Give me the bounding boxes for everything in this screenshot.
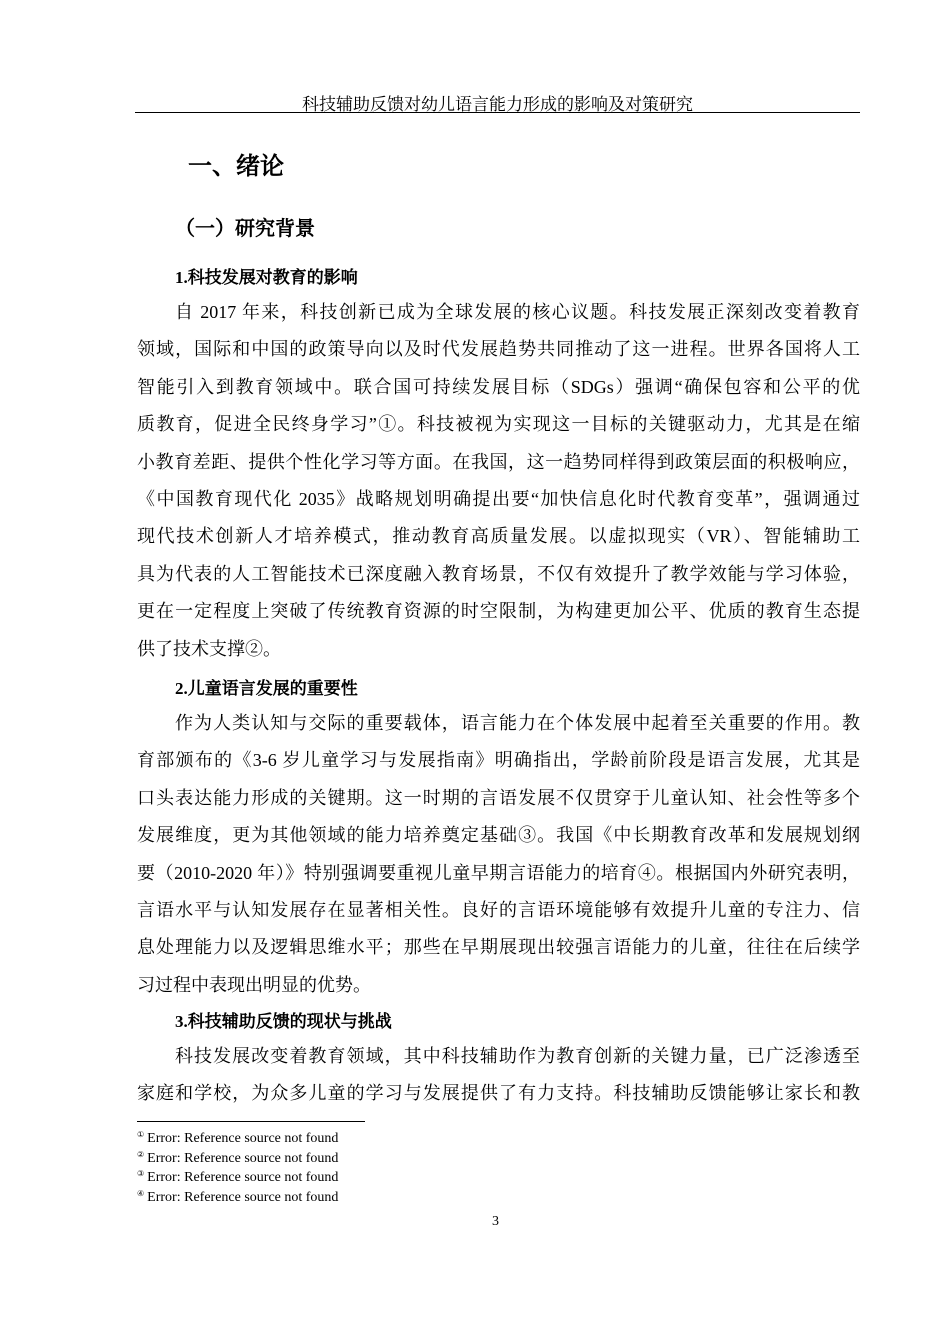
- running-header: 科技辅助反馈对幼儿语言能力形成的影响及对策研究: [135, 90, 860, 113]
- paragraph-line: 具为代表的人工智能技术已深度融入教育场景，不仅有效提升了教学效能与学习体验，: [137, 563, 860, 584]
- paragraph-line: 《中国教育现代化 2035》战略规划明确提出要“加快信息化时代教育变革”，强调通过: [137, 489, 860, 509]
- subsection-title: 1.科技发展对教育的影响: [175, 268, 358, 287]
- paragraph-line: 现代技术创新人才培养模式，推动教育高质量发展。以虚拟现实（VR）、智能辅助工: [137, 526, 860, 547]
- paragraph-line: 作为人类认知与交际的重要载体，语言能力在个体发展中起着至关重要的作用。教: [175, 713, 860, 733]
- page-number: 3: [492, 1214, 499, 1229]
- footnote: [137, 1130, 338, 1147]
- paragraph-line: 息处理能力以及逻辑思维水平；那些在早期展现出较强言语能力的儿童，往往在后续学: [137, 937, 860, 958]
- paragraph-line: 言语水平与认知发展存在显著相关性。良好的言语环境能够有效提升儿童的专注力、信: [137, 900, 860, 920]
- footnote-text: Error: Reference source not found: [147, 1170, 339, 1186]
- chapter-title: 一、绪论: [188, 154, 284, 180]
- subsection-title: 3.科技辅助反馈的现状与挑战: [175, 1012, 392, 1031]
- footnote-mark: ②: [137, 1149, 145, 1159]
- paragraph-line: 习过程中表现出明显的优势。: [137, 974, 371, 995]
- paragraph-line: 要（2010-2020 年）》特别强调要重视儿童早期言语能力的培育④。根据国内外研究表明，: [137, 862, 860, 883]
- subsection-title: 2.儿童语言发展的重要性: [175, 679, 358, 698]
- footnote-text: Error: Reference source not found: [147, 1131, 339, 1146]
- paragraph-line: 育部颁布的《3-6 岁儿童学习与发展指南》明确指出，学龄前阶段是语言发展，尤其是: [137, 750, 860, 771]
- footnote: [137, 1150, 338, 1167]
- paragraph-line: 科技发展改变着教育领域，其中科技辅助作为教育创新的关键力量，已广泛渗透至: [175, 1046, 860, 1066]
- paragraph-line: 领域，国际和中国的政策导向以及时代发展趋势共同推动了这一进程。世界各国将人工: [137, 339, 860, 360]
- footnote: [137, 1169, 338, 1186]
- footnote-mark: ①: [137, 1130, 145, 1139]
- footnote-mark: ④: [137, 1189, 145, 1199]
- paragraph-line: 小教育差距、提供个性化学习等方面。在我国，这一趋势同样得到政策层面的积极响应，: [137, 451, 860, 472]
- paragraph-line: 自 2017 年来，科技创新已成为全球发展的核心议题。科技发展正深刻改变着教育: [175, 302, 860, 322]
- paragraph-line: 口头表达能力形成的关键期。这一时期的言语发展不仅贯穿于儿童认知、社会性等多个: [137, 787, 860, 808]
- paragraph-line: 供了技术支撑②。: [137, 638, 281, 659]
- paragraph-line: 更在一定程度上突破了传统教育资源的时空限制，为构建更加公平、优质的教育生态提: [137, 601, 860, 622]
- paragraph-line: 智能引入到教育领域中。联合国可持续发展目标（SDGs）强调“确保包容和公平的优: [137, 376, 860, 397]
- paragraph-line: 发展维度，更为其他领域的能力培养奠定基础③。我国《中长期教育改革和发展规划纲: [137, 825, 860, 846]
- footnote-text: Error: Reference source not found: [147, 1190, 339, 1206]
- footnote-separator: [137, 1121, 365, 1122]
- paragraph-line: 家庭和学校，为众多儿童的学习与发展提供了有力支持。科技辅助反馈能够让家长和教: [137, 1083, 860, 1104]
- footnote: [137, 1189, 338, 1206]
- footnote-mark: ③: [137, 1169, 145, 1179]
- footnote-text: Error: Reference source not found: [147, 1150, 339, 1166]
- section-title: （一）研究背景: [175, 218, 315, 240]
- paragraph-line: 质教育，促进全民终身学习”①。科技被视为实现这一目标的关键驱动力，尤其是在缩: [137, 414, 860, 435]
